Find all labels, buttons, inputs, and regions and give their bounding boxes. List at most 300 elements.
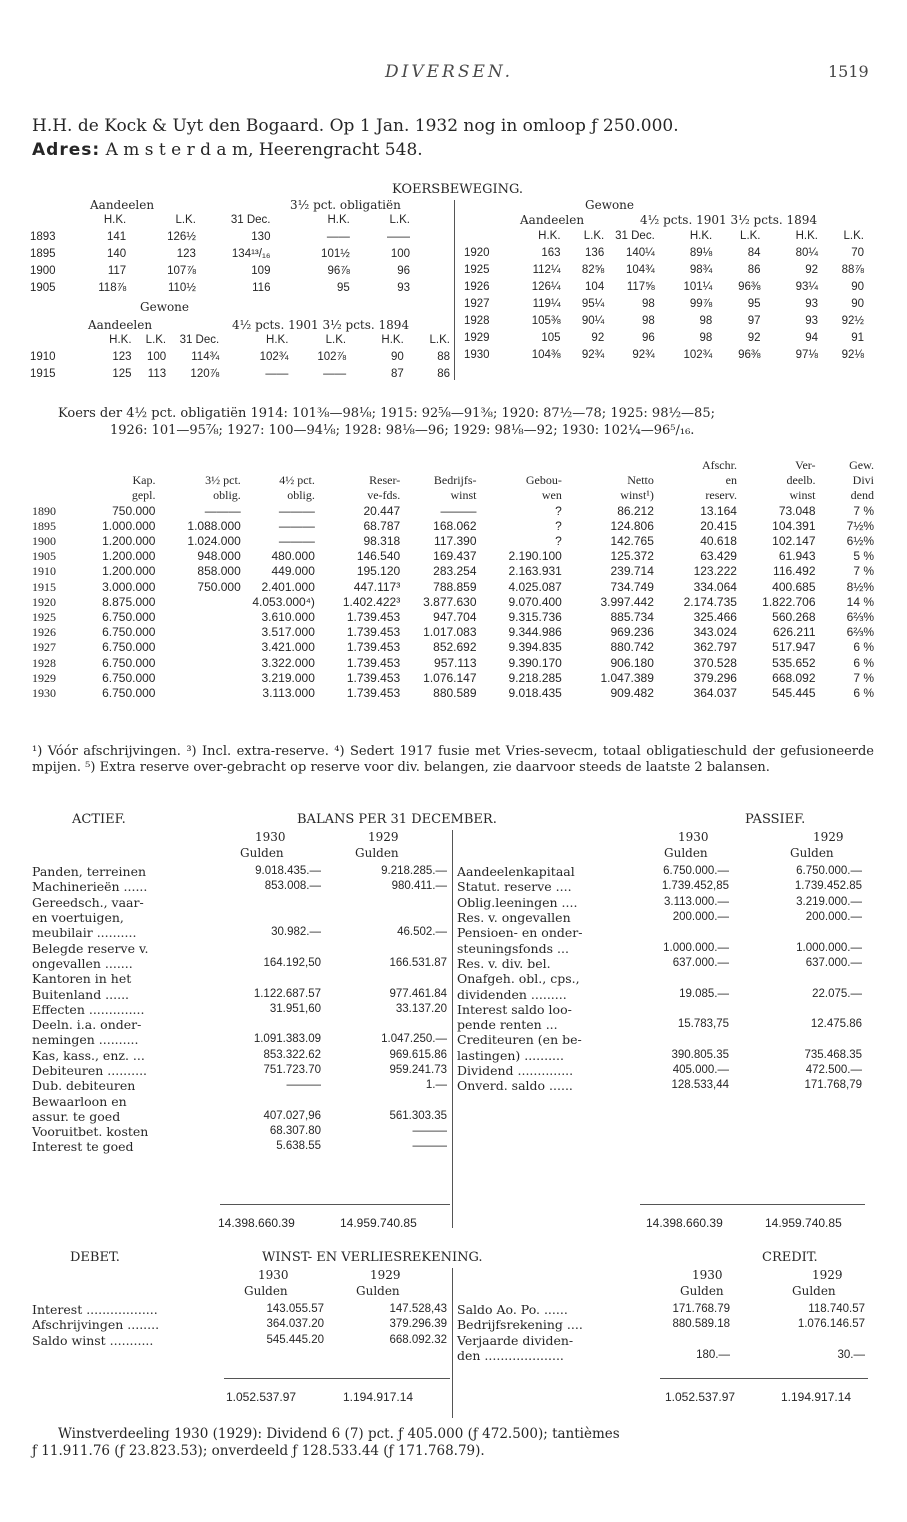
koers-right-value: 136 xyxy=(585,247,605,259)
actief-item-label: Kantoren in het xyxy=(32,971,132,987)
koers-left-top-corner xyxy=(30,212,76,229)
actief-item-label: Belegde reserve v. xyxy=(32,940,149,956)
financials-col-header xyxy=(562,458,654,473)
debet-value-1929: 668.092.32 xyxy=(389,1333,447,1346)
financials-value: 969.236 xyxy=(610,625,654,640)
koers-right-value: 105 xyxy=(541,332,561,344)
financials-col-header: 4½ pct. xyxy=(279,473,315,488)
passief-value-1930: 405.000.— xyxy=(672,1064,729,1076)
credit-value-1930: 880.589.18 xyxy=(672,1318,730,1331)
actief-value-1929: 980.411.— xyxy=(391,880,447,893)
financials-value: 906.180 xyxy=(610,655,654,670)
koers-left-bottom-value: 102¾ xyxy=(259,351,289,363)
balans-title: BALANS PER 31 DECEMBER. xyxy=(297,812,497,827)
passief-year-1930: 1930 xyxy=(678,830,709,844)
passief-item-label: Aandeelenkapitaal xyxy=(457,864,575,880)
debet-label: DEBET. xyxy=(70,1250,120,1265)
financials-value: 73.048 xyxy=(778,503,816,518)
table-row xyxy=(30,349,450,366)
actief-value-1929: 561.303.35 xyxy=(389,1109,447,1122)
koers-right-value: 104¾ xyxy=(626,264,655,276)
financials-value: 9.018.435 xyxy=(508,685,562,700)
page-number: 1519 xyxy=(828,62,869,81)
credit-value-1930: 180.— xyxy=(696,1349,730,1362)
passief-value-1930: 390.805.35 xyxy=(671,1048,729,1061)
koers-left-top-value: 141 xyxy=(107,231,127,243)
actief-value-1930: 9.018.435.— xyxy=(255,865,321,878)
financials-col-header xyxy=(66,458,156,473)
financials-value: 123.222 xyxy=(693,564,737,579)
koers-left-top-value: —— xyxy=(387,231,410,243)
koers-left-bottom-h0: Gewone xyxy=(140,300,190,314)
koers-right-value: 98¾ xyxy=(689,264,713,276)
koers-right-col-header: H.K. xyxy=(795,230,818,242)
passief-value-1930: 19.085.— xyxy=(679,987,729,1000)
financials-value: 1.739.453 xyxy=(346,609,401,624)
financials-value: 362.797 xyxy=(693,640,737,655)
financials-value: 3.219.000 xyxy=(261,670,315,685)
financials-value xyxy=(155,625,240,640)
actief-value-1929: 46.502.— xyxy=(397,926,447,939)
financials-value: 3.000.000 xyxy=(102,579,156,594)
passief-item-label: Res. v. div. bel. xyxy=(457,955,551,971)
koers-right-value: 70 xyxy=(851,247,864,259)
koers-left-bottom-value: 114¾ xyxy=(191,351,220,363)
koers-right-value: 80¼ xyxy=(795,247,818,259)
table-row xyxy=(457,940,862,955)
financials-value: 7 % xyxy=(853,503,874,518)
passief-value-1929: 1.000.000.— xyxy=(796,941,862,954)
table-row xyxy=(464,330,864,347)
actief-value-1929 xyxy=(321,895,447,910)
financials-value: 947.704 xyxy=(433,609,477,624)
credit-label: CREDIT. xyxy=(762,1250,818,1265)
financials-value: 104.391 xyxy=(772,518,816,533)
financials-value: 3.997.442 xyxy=(600,594,654,609)
actief-value-1930: ——— xyxy=(286,1079,321,1092)
winstverdeeling-line-1: Winstverdeeling 1930 (1929): Dividend 6 (7) pct. ƒ 405.000 (ƒ 472.500); tantièmes xyxy=(58,1426,620,1442)
financials-value: 86.212 xyxy=(617,503,654,518)
table-row xyxy=(32,625,874,640)
table-row xyxy=(32,879,447,894)
koers-left-bottom-value: 113 xyxy=(147,368,167,380)
financials-value: 2.401.000 xyxy=(261,579,315,594)
actief-value-1930: 68.307.80 xyxy=(269,1125,321,1138)
koers-left-top-header-row xyxy=(30,212,410,229)
koers-right-col-header: L.K. xyxy=(843,230,864,242)
actief-item-label: Deeln. i.a. onder- xyxy=(32,1017,142,1033)
financials-year: 1900 xyxy=(32,534,56,549)
koers-left-bottom-col-header: L.K. xyxy=(145,334,167,346)
financials-value: 626.211 xyxy=(773,625,816,640)
koers-right-value: 95¼ xyxy=(581,298,605,310)
koers-right-year: 1926 xyxy=(464,281,490,293)
passief-value-1929: 735.468.35 xyxy=(804,1048,862,1061)
financials-col-header: Reser- xyxy=(369,473,401,488)
financials-value: 13.164 xyxy=(700,503,737,518)
koers-right-col-header: H.K. xyxy=(538,230,561,242)
actief-value-1929: 977.461.84 xyxy=(389,987,447,1000)
actief-total-1929: 14.959.740.85 xyxy=(340,1216,417,1230)
financials-value: 124.806 xyxy=(610,518,654,533)
actief-value-1929: 1.047.250.— xyxy=(381,1033,447,1046)
financials-value: 480.000 xyxy=(271,549,315,564)
table-row xyxy=(32,925,447,940)
financials-value: ——— xyxy=(440,503,477,518)
table-row xyxy=(457,1317,865,1332)
table-row xyxy=(32,910,447,925)
credit-value-1929 xyxy=(730,1333,865,1348)
credit-table xyxy=(457,1302,865,1363)
table-row xyxy=(457,879,862,894)
financials-value: 400.685 xyxy=(772,579,816,594)
financials-col-header: Divi xyxy=(852,473,874,488)
financials-col-header: Gew. xyxy=(849,458,874,473)
table-row xyxy=(30,263,410,280)
financials-value: 9.218.285 xyxy=(508,670,562,685)
financials-col-header: oblig. xyxy=(287,488,315,503)
table-row xyxy=(32,564,874,579)
financials-value: 545.445 xyxy=(772,685,816,700)
financials-col-header xyxy=(32,488,66,503)
passief-item-label: dividenden ......... xyxy=(457,986,567,1002)
financials-value: 1.000.000 xyxy=(102,518,156,533)
actief-value-1930: 30.982.— xyxy=(271,926,321,939)
debet-value-1929: 147.528,43 xyxy=(389,1303,447,1316)
actief-item-label: Gereedsch., vaar- xyxy=(32,894,144,910)
passief-item-label: Pensioen- en onder- xyxy=(457,925,583,941)
actief-value-1929 xyxy=(321,1093,447,1108)
winstverdeeling-line-2: ƒ 11.911.76 (ƒ 23.823.53); onverdeeld ƒ 128.533.44 (ƒ 171.768.79). xyxy=(32,1443,485,1459)
company-address xyxy=(32,140,423,160)
koers-left-bottom-value: 90 xyxy=(391,351,404,363)
actief-item-label: Machinerieën ...... xyxy=(32,879,148,895)
actief-value-1930: 1.122.687.57 xyxy=(253,987,321,1000)
debet-table xyxy=(32,1302,447,1348)
koers-right-year: 1920 xyxy=(464,247,490,259)
koers-right-value: 92½ xyxy=(841,315,864,327)
table-row xyxy=(457,925,862,940)
passief-value-1929 xyxy=(729,971,862,986)
koers-left-bottom-value: 100 xyxy=(146,351,167,363)
address-label: Adres: xyxy=(32,140,101,160)
koers-right-value: 98 xyxy=(699,332,713,344)
koers-left-bottom-col-header: H.K. xyxy=(266,334,289,346)
table-row xyxy=(457,910,862,925)
financials-value: 1.739.453 xyxy=(346,640,401,655)
koers-right-value: 84 xyxy=(747,247,761,259)
koers-left-top-col-header: L.K. xyxy=(175,214,196,226)
koers-left-bottom-year: 1910 xyxy=(30,351,56,363)
table-row xyxy=(32,895,447,910)
koers-divider xyxy=(454,200,455,380)
financials-value: 343.024 xyxy=(693,625,737,640)
financials-value: 7½% xyxy=(846,518,874,533)
financials-col-header: winst xyxy=(450,488,477,503)
credit-value-1930: 171.768.79 xyxy=(672,1303,730,1316)
table-row xyxy=(32,956,447,971)
passief-label: PASSIEF. xyxy=(745,812,806,827)
koers-right-col-header: L.K. xyxy=(583,230,605,242)
koers-left-top-table xyxy=(30,212,410,297)
financials-value: 63.429 xyxy=(700,549,737,564)
passief-value-1929: 200.000.— xyxy=(805,911,862,924)
actief-value-1930: 853.008.— xyxy=(264,880,321,893)
financials-value: 102.147 xyxy=(772,534,816,549)
passief-value-1930: 3.113.000.— xyxy=(663,895,729,908)
debet-value-1929: 379.296.39 xyxy=(389,1318,447,1331)
koers-right-value: 89⅛ xyxy=(689,247,713,259)
financials-value: 334.064 xyxy=(693,579,737,594)
koers-right-table xyxy=(464,228,864,364)
table-row xyxy=(32,671,874,686)
financials-value: 379.296 xyxy=(693,670,737,685)
passief-value-1929: 12.475.86 xyxy=(810,1018,862,1031)
actief-item-label: Effecten .............. xyxy=(32,1001,145,1017)
financials-year: 1926 xyxy=(32,625,56,640)
koers-left-top-value: 110½ xyxy=(167,282,196,294)
financials-col-header: oblig. xyxy=(213,488,241,503)
koers-left-top-value: 134¹³/₁₆ xyxy=(231,248,271,260)
financials-value: 68.787 xyxy=(363,518,401,533)
table-row xyxy=(464,279,864,296)
actief-year-1929: 1929 xyxy=(368,830,399,844)
debet-item-label: Interest .................. xyxy=(32,1302,158,1318)
passief-value-1929: 6.750.000.— xyxy=(796,865,862,878)
koers-left-top-value: 118⅞ xyxy=(98,282,127,294)
table-row xyxy=(32,686,874,701)
credit-unit-1930: Gulden xyxy=(680,1284,724,1298)
actief-value-1929 xyxy=(321,1017,447,1032)
passief-item-label: Dividend .............. xyxy=(457,1063,574,1078)
passief-value-1930 xyxy=(619,971,729,986)
koers-right-value: 99⅞ xyxy=(689,298,713,310)
table-row xyxy=(32,1017,447,1032)
winst-divider xyxy=(452,1268,453,1418)
financials-col-header: ve-fds. xyxy=(367,488,401,503)
financials-value: 116.492 xyxy=(773,564,816,579)
koers-right-year: 1925 xyxy=(464,264,490,276)
financials-value xyxy=(155,655,240,670)
actief-unit-1930: Gulden xyxy=(240,846,284,860)
debet-unit-1930: Gulden xyxy=(244,1284,288,1298)
financials-value: 1.200.000 xyxy=(102,549,156,564)
financials-col-header: reserv. xyxy=(705,488,737,503)
credit-value-1929: 30.— xyxy=(837,1349,865,1362)
financials-value: 9.344.986 xyxy=(508,625,562,640)
passief-unit-1929: Gulden xyxy=(790,846,834,860)
actief-value-1929: 33.137.20 xyxy=(395,1002,447,1015)
koers-right-value: 97⅛ xyxy=(795,349,818,361)
passief-item-label: Onafgeh. obl., cps., xyxy=(457,971,580,987)
table-row xyxy=(32,595,874,610)
financials-value: 1.076.147 xyxy=(423,670,477,685)
financials-year: 1890 xyxy=(32,503,56,518)
financials-value: 98.318 xyxy=(363,534,401,549)
financials-year: 1928 xyxy=(32,655,56,670)
financials-value: 6.750.000 xyxy=(102,670,156,685)
koers-right-value: 92 xyxy=(591,332,605,344)
financials-col-header: Bedrijfs- xyxy=(433,473,477,488)
koers-right-value: 92⅛ xyxy=(841,349,864,361)
financials-value: 517.947 xyxy=(772,640,816,655)
financials-value: 447.117³ xyxy=(353,579,401,594)
passief-value-1929: 3.219.000.— xyxy=(796,895,862,908)
passief-value-1930: 6.750.000.— xyxy=(663,865,729,878)
koers-right-value: 101¼ xyxy=(683,281,713,293)
koers-right-value: 88⅞ xyxy=(841,264,864,276)
koers-right-value: 163 xyxy=(541,247,561,259)
koers-right-value: 92 xyxy=(805,264,818,276)
credit-unit-1929: Gulden xyxy=(792,1284,836,1298)
financials-value: 195.120 xyxy=(356,564,401,579)
credit-total-rule xyxy=(660,1378,868,1379)
financials-value: 3.421.000 xyxy=(261,640,315,655)
financials-value: 61.943 xyxy=(778,549,816,564)
koers-left-bottom-value: —— xyxy=(323,368,347,380)
financials-value: 1.200.000 xyxy=(102,564,156,579)
passief-value-1929: 472.500.— xyxy=(805,1064,862,1076)
passief-item-label: Onverd. saldo ...... xyxy=(457,1078,573,1094)
financials-value: 9.394.835 xyxy=(508,640,562,655)
passief-value-1930: 128.533,44 xyxy=(671,1079,729,1092)
financials-value: 6 % xyxy=(853,640,874,655)
koers-right-value: 96⅜ xyxy=(738,281,761,293)
financials-head1 xyxy=(32,458,874,473)
koers-right-value: 92¾ xyxy=(632,349,655,361)
table-row xyxy=(32,1063,447,1078)
koers-right-year: 1930 xyxy=(464,349,490,361)
financials-year: 1930 xyxy=(32,685,56,700)
financials-value xyxy=(155,671,240,686)
financials-value: 852.692 xyxy=(433,640,477,655)
table-row xyxy=(32,1109,447,1124)
passief-value-1930 xyxy=(619,1002,729,1017)
financials-value: 3.610.000 xyxy=(261,609,315,624)
passief-value-1930 xyxy=(619,925,729,940)
winst-title: WINST- EN VERLIESREKENING. xyxy=(262,1250,483,1265)
table-row xyxy=(457,971,862,986)
koers-left-bottom-corner xyxy=(30,332,74,349)
financials-value: ? xyxy=(555,518,562,533)
table-row xyxy=(457,1063,862,1078)
passief-item-label: steuningsfonds ... xyxy=(457,940,569,956)
koers-right-year: 1928 xyxy=(464,315,490,327)
table-row xyxy=(32,640,874,655)
koers-right-value: 112¼ xyxy=(532,264,561,276)
passief-value-1929: 22.075.— xyxy=(812,987,862,1000)
financials-value: ? xyxy=(555,503,562,518)
koers-left-top-value: 100 xyxy=(390,248,410,260)
koers-left-bottom-table xyxy=(30,332,450,383)
koers-right-h1: Aandeelen xyxy=(520,213,585,227)
koers-title: KOERSBEWEGING. xyxy=(392,182,524,197)
passief-total-1930: 14.398.660.39 xyxy=(646,1216,723,1230)
koers-left-bottom-value: 87 xyxy=(391,368,404,380)
credit-item-label: den .................... xyxy=(457,1348,564,1364)
financials-value: 325.466 xyxy=(693,609,737,624)
actief-value-1930 xyxy=(214,910,321,925)
credit-total-1929: 1.194.917.14 xyxy=(781,1390,852,1404)
actief-year-1930: 1930 xyxy=(255,830,286,844)
financials-year: 1910 xyxy=(32,564,56,579)
actief-item-label: Kas, kass., enz. ... xyxy=(32,1047,145,1063)
debet-total-rule xyxy=(224,1378,450,1379)
actief-value-1930 xyxy=(214,940,321,955)
koers-left-top-value: 96 xyxy=(397,265,410,277)
financials-value: 146.540 xyxy=(356,549,401,564)
koers-right-value: 126¼ xyxy=(531,281,561,293)
financials-col-header: gepl. xyxy=(131,488,156,503)
financials-value: 3.113.000 xyxy=(262,685,315,700)
passief-value-1929 xyxy=(729,1032,862,1047)
koers-left-bottom-h2: 4½ pcts. 1901 3½ pcts. 1894 xyxy=(232,318,410,332)
financials-col-header: Kap. xyxy=(132,473,156,488)
table-row xyxy=(30,280,410,297)
financials-value: 6⅔% xyxy=(846,609,874,624)
table-row xyxy=(32,1139,447,1154)
credit-year-1930: 1930 xyxy=(692,1268,723,1282)
koers-right-value: 82⅝ xyxy=(581,264,605,276)
passief-item-label: Interest saldo loo- xyxy=(457,1001,572,1017)
financials-value: 1.822.706 xyxy=(762,594,816,609)
actief-label: ACTIEF. xyxy=(72,812,126,827)
table-row xyxy=(457,864,862,879)
financials-value: 449.000 xyxy=(271,564,315,579)
koers-right-value: 90¼ xyxy=(581,315,605,327)
koers-left-top-col-header: 31 Dec. xyxy=(230,214,271,226)
koers-left-bottom-value: 125 xyxy=(112,368,132,380)
passief-item-label: pende renten ... xyxy=(457,1017,558,1033)
debet-unit-1929: Gulden xyxy=(356,1284,400,1298)
financials-value: 283.254 xyxy=(433,564,477,579)
passief-year-1929: 1929 xyxy=(813,830,844,844)
financials-year: 1895 xyxy=(32,518,56,533)
koers-left-bottom-col-header: H.K. xyxy=(109,334,132,346)
financials-value xyxy=(155,595,240,610)
koers-right-col-header: 31 Dec. xyxy=(615,230,655,242)
passief-item-label: Oblig.leeningen .... xyxy=(457,894,578,910)
financials-value: 1.402.422³ xyxy=(342,594,401,609)
financials-value: 3.877.630 xyxy=(423,594,477,609)
debet-value-1930: 364.037.20 xyxy=(266,1318,324,1331)
koers-left-bottom-value: 102⅞ xyxy=(317,351,347,363)
financials-col-header: Ver- xyxy=(795,458,816,473)
koers-note-2: 1926: 101—95⅞; 1927: 100—94⅛; 1928: 98⅛—96; 1929: 98⅛—92; 1930: 102¼—96⁵/₁₆. xyxy=(110,423,695,438)
running-title: DIVERSEN. xyxy=(385,62,514,82)
koers-left-top-value: 116 xyxy=(252,282,271,294)
financials-value: 8½% xyxy=(846,579,874,594)
passief-table xyxy=(457,864,862,1093)
credit-year-1929: 1929 xyxy=(812,1268,843,1282)
table-row xyxy=(32,549,874,564)
financials-year: 1929 xyxy=(32,670,56,685)
table-row xyxy=(32,1032,447,1047)
koers-left-top-year: 1900 xyxy=(30,265,56,277)
koers-right-value: 119¼ xyxy=(532,298,561,310)
passief-value-1930: 1.739.452,85 xyxy=(661,880,729,893)
actief-value-1930: 164.192,50 xyxy=(263,956,321,969)
financials-value: 734.749 xyxy=(610,579,654,594)
debet-year-1929: 1929 xyxy=(370,1268,401,1282)
financials-value: 750.000 xyxy=(112,503,156,518)
koers-left-top-value: 117 xyxy=(107,265,127,277)
table-row xyxy=(32,986,447,1001)
financials-col-header: Afschr. xyxy=(701,458,737,473)
table-row xyxy=(32,1302,447,1317)
financials-col-header xyxy=(32,473,66,488)
koers-right-value: 98 xyxy=(699,315,713,327)
